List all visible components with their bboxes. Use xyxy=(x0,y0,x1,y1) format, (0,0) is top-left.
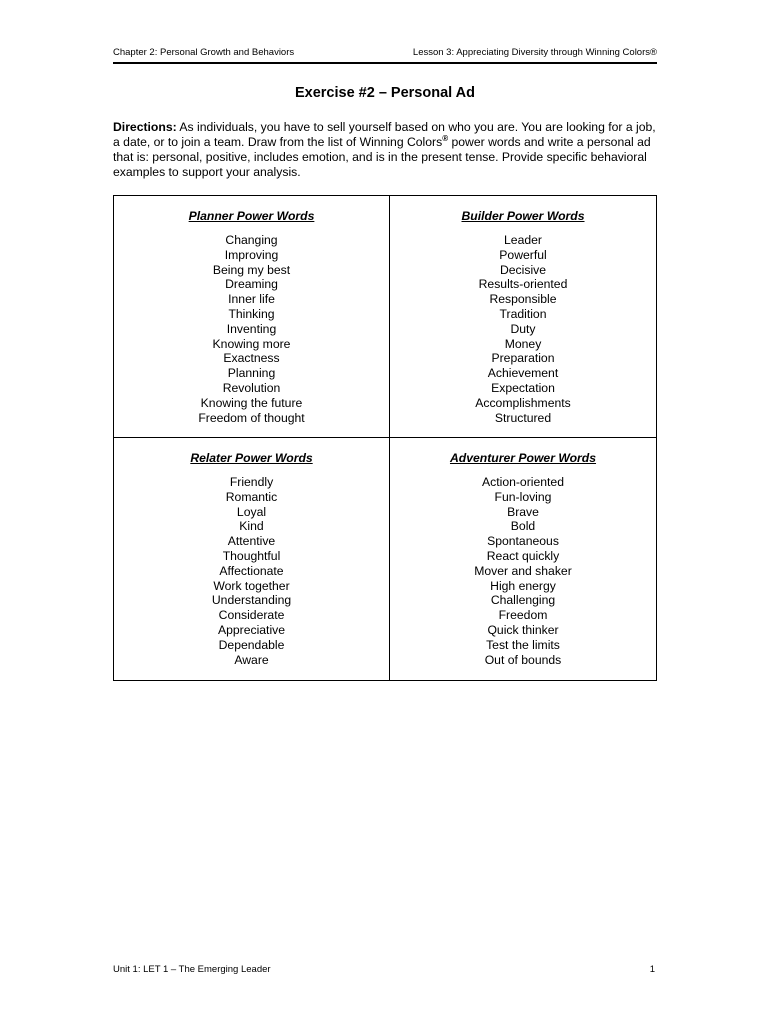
relater-title: Relater Power Words xyxy=(190,451,313,465)
adventurer-cell xyxy=(390,438,656,680)
power-word: Changing xyxy=(225,233,278,247)
power-word: Knowing more xyxy=(212,336,291,351)
registered-mark: ® xyxy=(442,133,449,143)
power-word: Action-oriented xyxy=(482,475,564,489)
page-number: 1 xyxy=(649,964,655,975)
relater-word-list xyxy=(114,475,389,667)
adventurer-title: Adventurer Power Words xyxy=(449,451,597,465)
power-word: Achievement xyxy=(487,366,559,381)
power-word: Work together xyxy=(213,578,290,593)
page-header xyxy=(113,44,657,64)
power-word: Challenging xyxy=(490,593,556,608)
power-word: Planning xyxy=(227,366,276,381)
power-word: Dependable xyxy=(218,637,285,652)
power-word: Aware xyxy=(234,652,269,667)
power-word: Results-oriented xyxy=(478,277,568,292)
power-word: Leader xyxy=(504,233,542,247)
builder-word-list xyxy=(390,233,656,425)
power-word: Revolution xyxy=(222,380,281,395)
power-word: Loyal xyxy=(236,504,267,519)
power-word: Brave xyxy=(507,504,539,519)
planner-cell xyxy=(114,196,390,438)
power-word: Decisive xyxy=(499,262,547,277)
power-word: Powerful xyxy=(499,247,547,262)
power-word: React quickly xyxy=(486,548,560,563)
directions-label: Directions: xyxy=(113,120,177,134)
header-chapter: Chapter 2: Personal Growth and Behaviors xyxy=(113,47,295,58)
power-word: Kind xyxy=(239,519,264,534)
power-word: Romantic xyxy=(225,489,278,504)
directions-paragraph xyxy=(113,120,657,180)
planner-title: Planner Power Words xyxy=(188,209,315,223)
power-word: Affectionate xyxy=(219,563,284,578)
power-word: Thoughtful xyxy=(222,548,281,563)
directions-text-part-1: As individuals, you have to sell yourself based on who you are. You are looking for a job, a date, or to join a team. Draw from the list of Winning Colors xyxy=(113,120,656,149)
adventurer-word-list xyxy=(390,475,656,667)
power-word: Fun-loving xyxy=(494,489,552,504)
power-word: Being my best xyxy=(212,262,291,277)
power-word: Preparation xyxy=(491,351,555,366)
directions-text-part-2: power words and write a personal ad that is: personal, positive, includes emotion, and is in the present tense. Provide specific behavioral examples to support your analysis. xyxy=(113,135,651,179)
power-word: Expectation xyxy=(491,380,555,395)
power-word: Understanding xyxy=(211,593,292,608)
power-word: Out of bounds xyxy=(484,652,562,667)
power-word: Improving xyxy=(224,247,279,262)
power-word: Accomplishments xyxy=(475,395,571,410)
power-word: Appreciative xyxy=(217,622,286,637)
power-word: Tradition xyxy=(499,306,547,321)
power-word: Duty xyxy=(510,321,536,336)
builder-cell xyxy=(390,196,656,438)
power-word: Friendly xyxy=(229,475,274,489)
footer-unit: Unit 1: LET 1 – The Emerging Leader xyxy=(113,964,271,975)
power-word: Thinking xyxy=(228,306,275,321)
power-word: Considerate xyxy=(218,608,285,623)
relater-cell xyxy=(114,438,390,680)
exercise-title: Exercise #2 – Personal Ad xyxy=(294,85,475,101)
power-word: Freedom of thought xyxy=(198,410,305,425)
power-word: Dreaming xyxy=(225,277,278,292)
power-word: Responsible xyxy=(489,292,557,307)
power-word: Inner life xyxy=(228,292,275,307)
power-word: Exactness xyxy=(223,351,280,366)
power-word: Inventing xyxy=(226,321,277,336)
power-word: Knowing the future xyxy=(200,395,303,410)
power-word: Freedom xyxy=(498,608,548,623)
power-word: Attentive xyxy=(227,534,276,549)
power-word: Test the limits xyxy=(486,637,560,652)
power-word: High energy xyxy=(490,578,556,593)
planner-word-list xyxy=(114,233,389,425)
header-lesson: Lesson 3: Appreciating Diversity through Winning Colors® xyxy=(412,47,657,58)
power-word: Bold xyxy=(510,519,536,534)
power-word: Mover and shaker xyxy=(474,563,572,578)
power-word: Money xyxy=(504,336,542,351)
power-word: Structured xyxy=(494,410,552,425)
power-word: Quick thinker xyxy=(487,622,559,637)
power-word: Spontaneous xyxy=(487,534,559,549)
builder-title: Builder Power Words xyxy=(461,209,585,223)
power-words-table xyxy=(113,195,657,681)
